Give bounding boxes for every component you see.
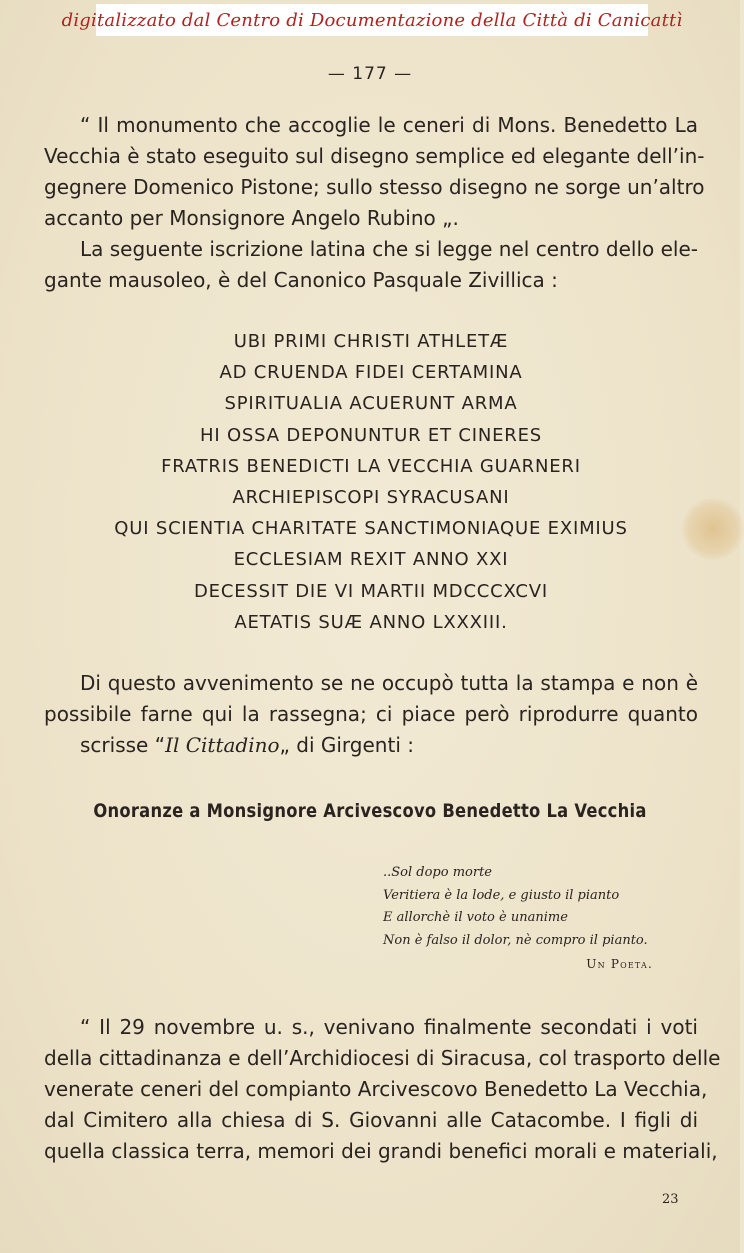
text-line-citation [44, 730, 698, 761]
inscription-line: ECCLESIAM REXIT ANNO XXI [233, 549, 509, 571]
inscription-line: UBI PRIMI CHRISTI ATHLETÆ [233, 331, 509, 352]
paragraph-press [44, 668, 698, 761]
inscription-line: FRATRIS BENEDICTI LA VECCHIA GUARNERI [161, 455, 581, 477]
text-line: dal Cimitero alla chiesa di S. Giovanni alle Catacombe. I figli di [44, 1108, 698, 1132]
text-line: Di questo avvenimento se ne occupò tutta la stampa e non è [80, 671, 698, 695]
citation-prefix: scrisse “ [80, 733, 166, 757]
epigraph-author: Un Poeta. [586, 957, 653, 971]
epigraph-line: E allorchè il voto è unanime [383, 910, 568, 925]
epigraph-line: Non è falso il dolor, nè compro il pianto. [383, 932, 648, 948]
epigraph-line: Veritiera è la lode, e giusto il pianto [383, 887, 620, 903]
page-number: — 177 — [327, 64, 413, 84]
inscription-line: AETATIS SUÆ ANNO LXXXIII. [234, 611, 508, 633]
latin-inscription [44, 326, 698, 638]
digitization-stamp: digitalizzato dal Centro di Documentazione della Città di Canicattì [96, 4, 648, 36]
signature-mark: 23 [662, 1192, 679, 1207]
text-line: della cittadinanza e dell’Archidiocesi di Siracusa, col trasporto delle [44, 1046, 721, 1070]
text-line: possibile farne qui la rassegna; ci piace però riprodurre quanto [44, 702, 698, 726]
inscription-line: QUI SCIENTIA CHARITATE SANCTIMONIAQUE EXIMIUS [114, 518, 628, 540]
paragraph-monument [44, 110, 705, 234]
inscription-line: HI OSSA DEPONUNTUR ET CINERES [199, 424, 543, 446]
paper-stain [682, 498, 744, 560]
paragraph-inscription-intro [44, 234, 698, 296]
newspaper-title: Il Cittadino [165, 733, 280, 757]
text-line: “ Il 29 novembre u. s., venivano finalmente secondati i voti [80, 1015, 698, 1039]
inscription-line: ARCHIEPISCOPI SYRACUSANI [232, 487, 510, 509]
inscription-line: AD CRUENDA FIDEI CERTAMINA [219, 362, 523, 384]
epigraph-line: ..Sol dopo morte [383, 865, 493, 880]
text-line: quella classica terra, memori dei grandi benefici morali e materiali, [44, 1139, 718, 1163]
text-line: La seguente iscrizione latina che si legge nel centro dello ele- [80, 237, 698, 261]
citation-suffix: „ di Girgenti : [279, 733, 414, 757]
text-line: venerate ceneri del compianto Arcivescovo Benedetto La Vecchia, [44, 1077, 708, 1101]
text-line: gegnere Domenico Pistone; sullo stesso disegno ne sorge un’altro [44, 175, 705, 199]
epigraph [383, 862, 703, 952]
paragraph-transfer [44, 1012, 721, 1167]
text-line: gante mausoleo, è del Canonico Pasquale Zivillica : [44, 268, 558, 292]
inscription-line: SPIRITUALIA ACUERUNT ARMA [224, 393, 518, 415]
article-heading: Onoranze a Monsignore Arcivescovo Benedetto La Vecchia [93, 800, 647, 822]
text-line: accanto per Monsignore Angelo Rubino „. [44, 206, 459, 230]
inscription-line: DECESSIT DIE VI MARTII MDCCCXCVI [194, 580, 548, 602]
text-line: Vecchia è stato eseguito sul disegno semplice ed elegante dell’in- [44, 144, 705, 168]
text-line: “ Il monumento che accoglie le ceneri di Mons. Benedetto La [80, 113, 698, 137]
